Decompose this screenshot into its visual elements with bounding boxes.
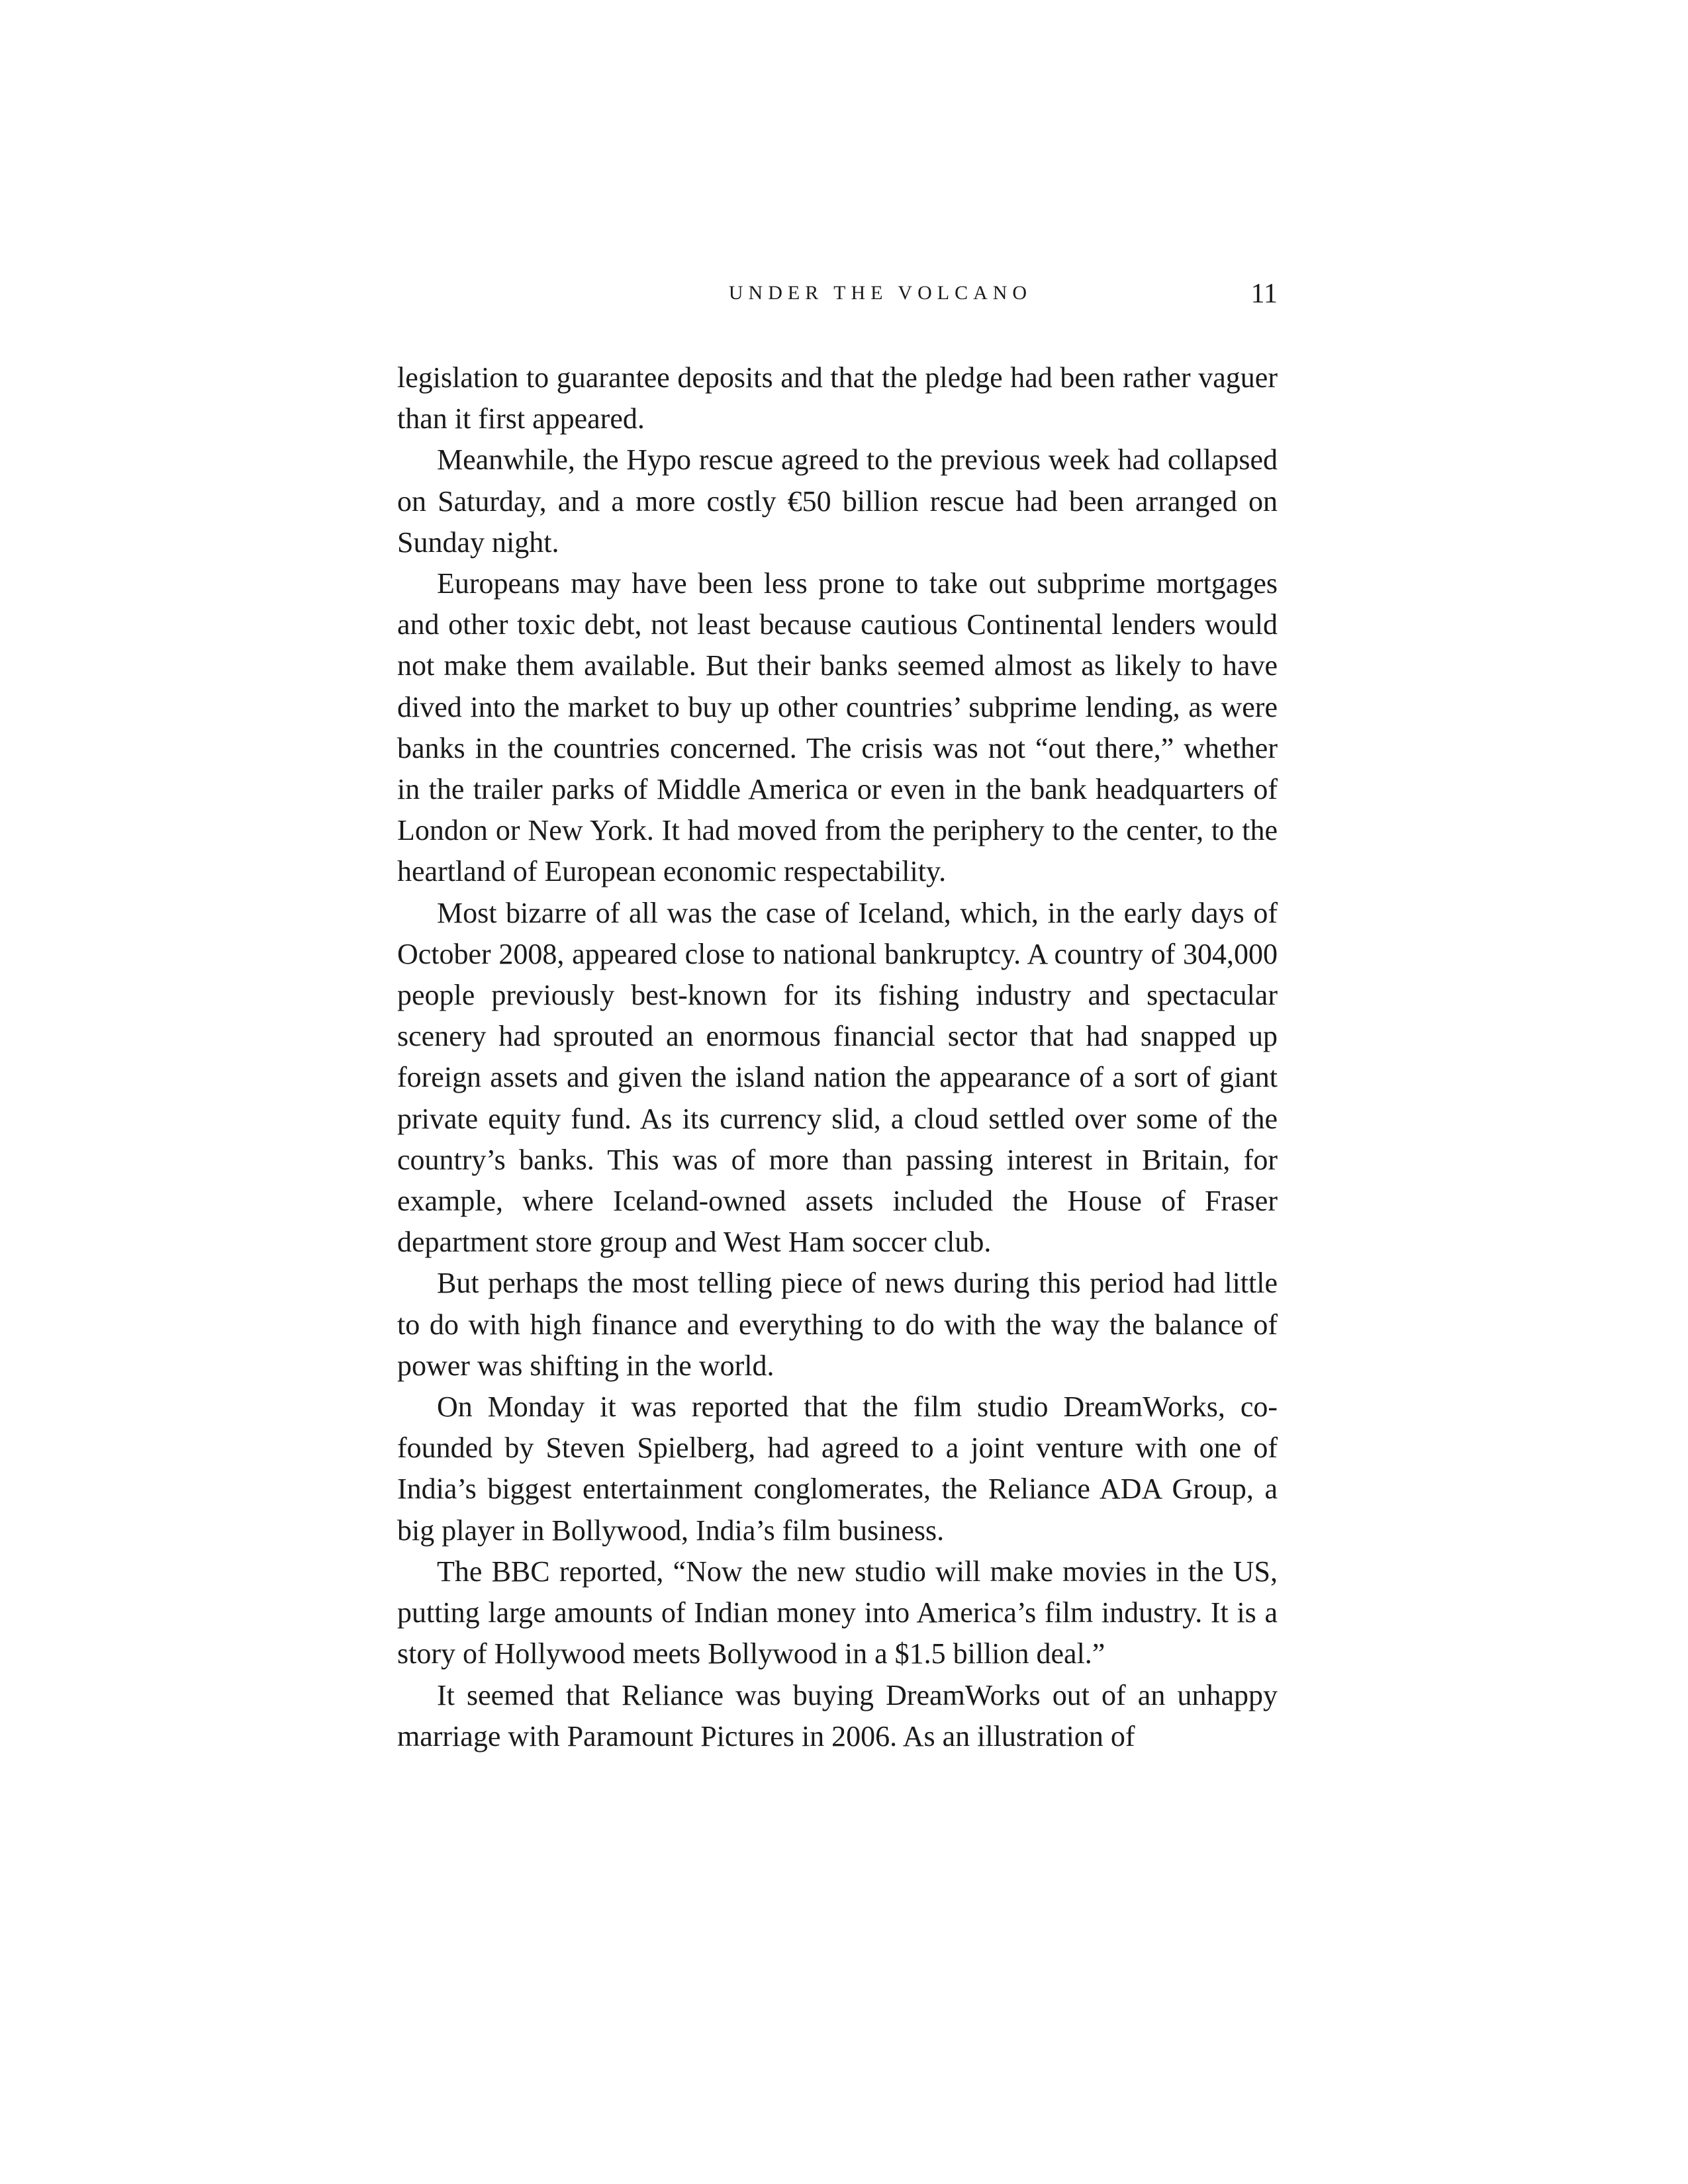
body-text bbox=[397, 357, 1278, 1757]
paragraph-continued: legislation to guarantee deposits and that the pledge had been rather vaguer than it first appeared. bbox=[397, 361, 1278, 435]
running-title: UNDER THE VOLCANO bbox=[728, 282, 1033, 304]
paragraph-hypo-rescue: Meanwhile, the Hypo rescue agreed to the previous week had collapsed on Saturday, and a more costly €50 billion rescue had been arranged on Sunday night. bbox=[397, 443, 1278, 559]
running-head bbox=[397, 278, 1278, 318]
paragraph-balance-of-power: But perhaps the most telling piece of news during this period had little to do with high finance and everything to do with the way the balance of power was shifting in the world. bbox=[397, 1267, 1278, 1382]
paragraph-dreamworks: On Monday it was reported that the film studio DreamWorks, cofounded by Steven Spielberg, had agreed to a joint venture with one of India’s biggest entertainment conglomerates, the Reliance ADA Group, a big player in Bollywood, India’s film business. bbox=[397, 1390, 1278, 1547]
paragraph-reliance: It seemed that Reliance was buying DreamWorks out of an unhappy marriage with Paramount Pictures in 2006. As an illustration of bbox=[397, 1678, 1278, 1752]
paragraph-bbc-report: The BBC reported, “Now the new studio will make movies in the US, putting large amounts of Indian money into America’s film industry. It is a story of Hollywood meets Bollywood in a $1.5 billion deal.” bbox=[397, 1555, 1278, 1670]
paragraph-iceland: Most bizarre of all was the case of Iceland, which, in the early days of October 2008, appeared close to national bankruptcy. A country of 304,000 people previously best-known for its fishing industry and spectacular scenery had sprouted an enormous financial sector that had snapped up foreign assets and given the island nation the appearance of a sort of giant private equity fund. As its currency slid, a cloud settled over some of the country’s banks. This was of more than passing interest in Britain, for example, where Iceland-owned assets included the House of Fraser department store group and West Ham soccer club. bbox=[397, 896, 1278, 1259]
page-number: 11 bbox=[1250, 279, 1278, 309]
paragraph-europeans: Europeans may have been less prone to take out subprime mortgages and other toxic debt, not least because cautious Continental lenders would not make them available. But their banks seemed almost as likely to have dived into the market to buy up other countries’ subprime lending, as were banks in the countries concerned. The crisis was not “out there,” whether in the trailer parks of Middle America or even in the bank headquarters of London or New York. It had moved from the periphery to the center, to the heartland of European economic respectability. bbox=[397, 567, 1278, 888]
